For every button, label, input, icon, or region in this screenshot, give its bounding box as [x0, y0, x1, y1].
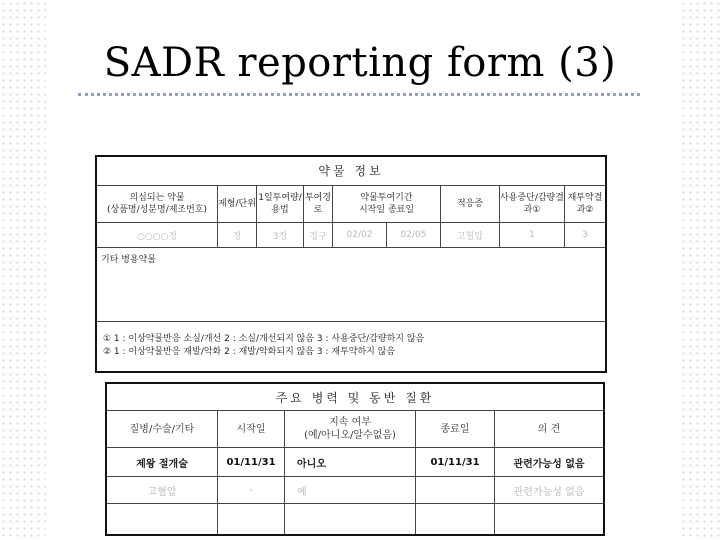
header-form-unit: 제형/단위	[218, 185, 257, 222]
header-suspect-drug: 의심되는 약물 (상품명/성분명/제조번호)	[96, 185, 218, 222]
cell-opinion: 관련가능성 없음	[495, 448, 605, 477]
cell-ongoing: 아니오	[285, 448, 416, 477]
cell: ○○○○정	[96, 223, 218, 248]
cell-start: 01/11/31	[218, 448, 285, 477]
other-drugs-label: 기타 병용약물	[96, 247, 606, 321]
cell: 1	[500, 223, 565, 248]
header-ongoing: 지속 여부 (예/아니오/알수없음)	[285, 411, 416, 448]
cell: 3	[565, 223, 607, 248]
title-underline	[78, 93, 640, 96]
cell: 02/05	[387, 223, 441, 248]
history-table	[105, 382, 605, 536]
drug-info-table	[95, 155, 607, 373]
cell-opinion: 관련가능성 없음	[495, 477, 605, 504]
note-2: ② 1 : 이상약물반응 재발/악화 2 : 재발/악화되지 않음 3 : 재투약하지 않음	[103, 347, 396, 358]
scanned-form	[95, 155, 607, 530]
header-disease: 질병/수술/기타	[106, 411, 218, 448]
history-table-caption: 주요 병력 및 동반 질환	[106, 383, 604, 411]
header-period: 약물투여기간 시작일 종료일	[333, 185, 441, 222]
drug-table-caption: 약물 정보	[96, 156, 606, 185]
header-indication: 적응증	[441, 185, 500, 222]
cell	[218, 504, 285, 536]
cell-ongoing: 예	[285, 477, 416, 504]
faint-drug-row	[96, 223, 606, 248]
slide-title: SADR reporting form (3)	[103, 40, 617, 86]
cell-start: -	[218, 477, 285, 504]
header-end: 종료일	[416, 411, 495, 448]
note-1: ① 1 : 이상약물반응 소실/개선 2 : 소실/개선되지 않음 3 : 사용중단/감량하지 않음	[103, 334, 425, 345]
cell: 경구	[304, 223, 333, 248]
table-row	[106, 448, 604, 477]
legend-notes	[96, 321, 606, 372]
header-stop-result: 사용중단/감량결과①	[500, 185, 565, 222]
cell-disease: 제왕 절개술	[106, 448, 218, 477]
cell: 고혈압	[441, 223, 500, 248]
header-rechallenge: 재투약결과②	[565, 185, 607, 222]
cell-end	[416, 477, 495, 504]
header-opinion: 의 견	[495, 411, 605, 448]
cell: 3정	[257, 223, 304, 248]
cell: 02/02	[333, 223, 387, 248]
cell	[495, 504, 605, 536]
header-daily-dose: 1일투여량/용법	[257, 185, 304, 222]
cell: 정	[218, 223, 257, 248]
header-route: 투여경로	[304, 185, 333, 222]
cell	[106, 504, 218, 536]
cell	[416, 504, 495, 536]
table-row	[106, 477, 604, 504]
cell-disease: 고혈압	[106, 477, 218, 504]
cell	[285, 504, 416, 536]
cell-end: 01/11/31	[416, 448, 495, 477]
header-start: 시작일	[218, 411, 285, 448]
